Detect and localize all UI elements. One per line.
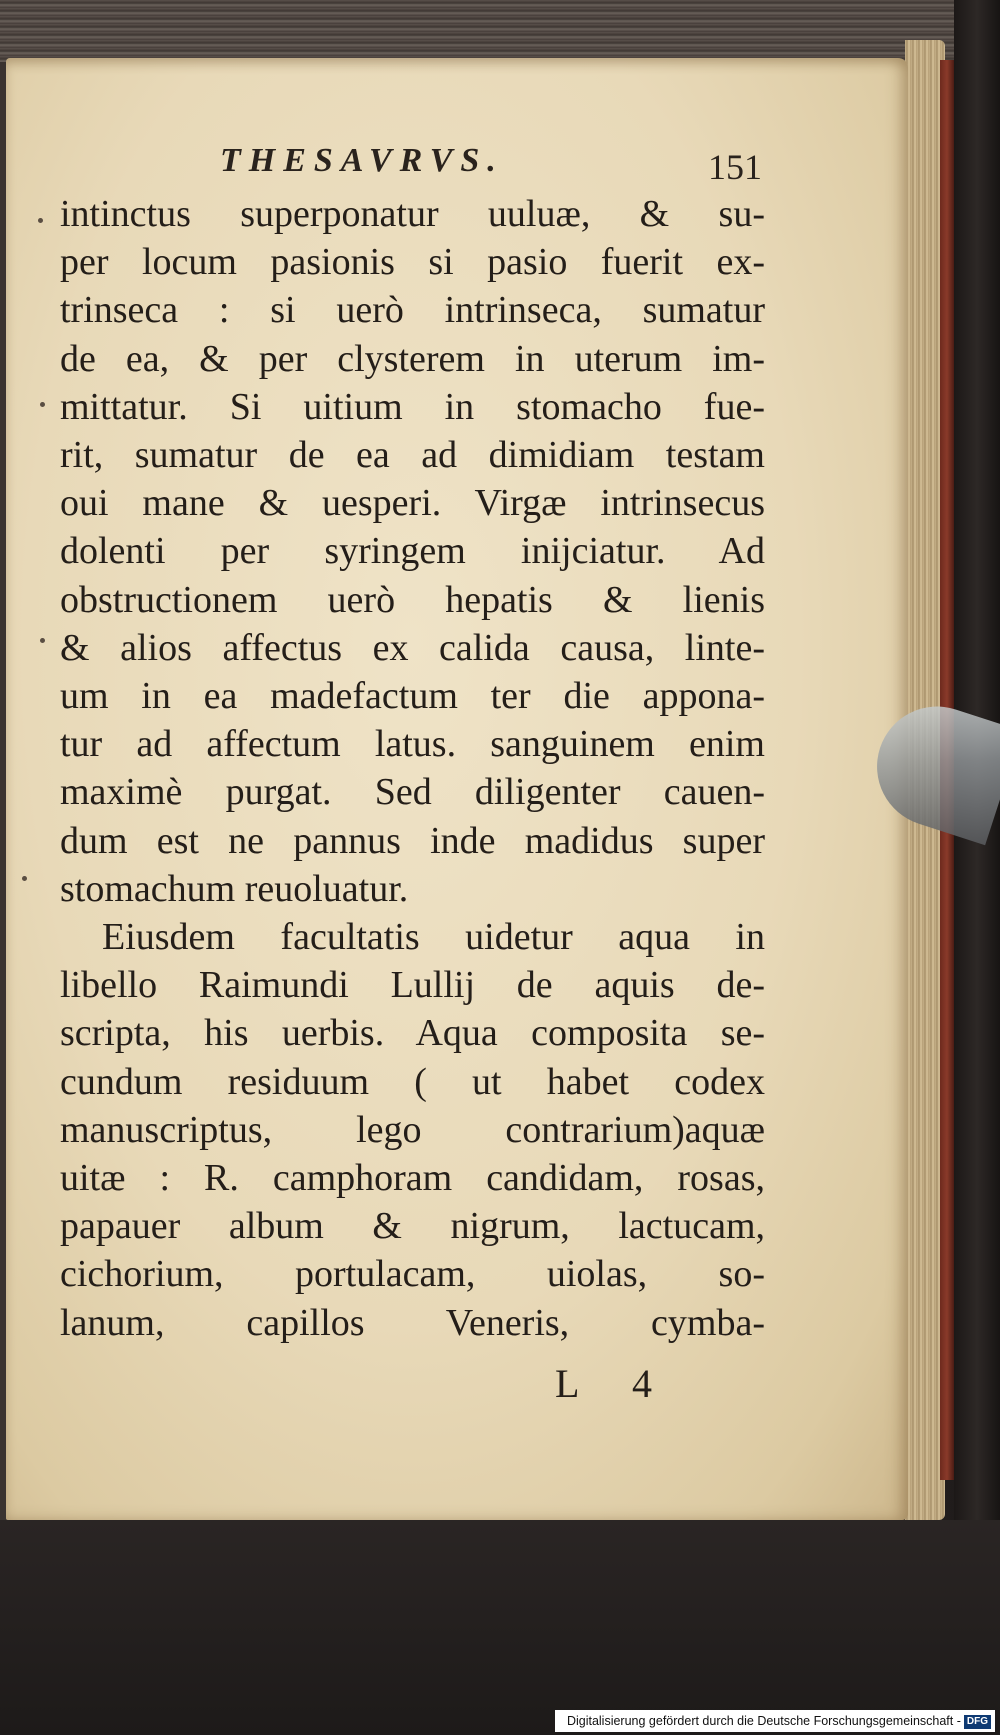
dfg-logo: DFG [964,1715,991,1729]
text-line: uitæ : R. camphoram candidam, rosas, [60,1157,765,1200]
text-line: mittatur. Si uitium in stomacho fue- [60,385,765,428]
text-line: cundum residuum ( ut habet codex [60,1060,765,1103]
text-line: de ea, & per clysterem in uterum im- [60,337,765,380]
catchword: L 4 [555,1361,674,1406]
text-line: obstructionem uerò hepatis & lienis [60,578,765,621]
text-line: um in ea madefactum ter die appona- [60,675,765,718]
text-line: cichorium, portulacam, uiolas, so- [60,1253,765,1296]
text-line: dolenti per syringem inijciatur. Ad [60,530,765,573]
text-line: Eiusdem facultatis uidetur aqua in [102,916,765,959]
book-cover-right [954,0,1000,1735]
text-line: per locum pasionis si pasio fuerit ex- [60,241,765,284]
text-line: maximè purgat. Sed diligenter cauen- [60,771,765,814]
text-line: rit, sumatur de ea ad dimidiam testam [60,434,765,477]
body-text [60,190,765,1347]
text-line: lanum, capillos Veneris, cymba- [60,1301,765,1344]
text-line: trinseca : si uerò intrinseca, sumatur [60,289,765,332]
text-line: intinctus superponatur uuluæ, & su- [60,193,765,235]
margin-mark [22,876,27,881]
text-line: manuscriptus, lego contrarium)aquæ [60,1108,765,1151]
margin-mark [38,218,43,223]
text-line: libello Raimundi Lullij de aquis de- [60,964,765,1007]
margin-mark [40,402,45,407]
book-cover-bottom [0,1520,1000,1735]
text-line: dum est ne pannus inde madidus super [60,819,765,862]
text-line: scripta, his uerbis. Aqua composita se- [60,1012,765,1055]
page-number: 151 [708,147,762,187]
text-line: & alios affectus ex calida causa, linte- [60,626,765,669]
running-head: THESAVRVS. [220,142,504,179]
text-line: oui mane & uesperi. Virgæ intrinsecus [60,482,765,525]
text-line: tur ad affectum latus. sanguinem enim [60,723,765,766]
text-line: stomachum reuoluatur. [60,867,409,910]
text-line: papauer album & nigrum, lactucam, [60,1205,765,1248]
credit-text: Digitalisierung gefördert durch die Deutsche Forschungsgemeinschaft - [566,1714,961,1728]
digitization-credit [555,1710,995,1732]
margin-mark [40,638,45,643]
book-top-edge [0,0,960,62]
